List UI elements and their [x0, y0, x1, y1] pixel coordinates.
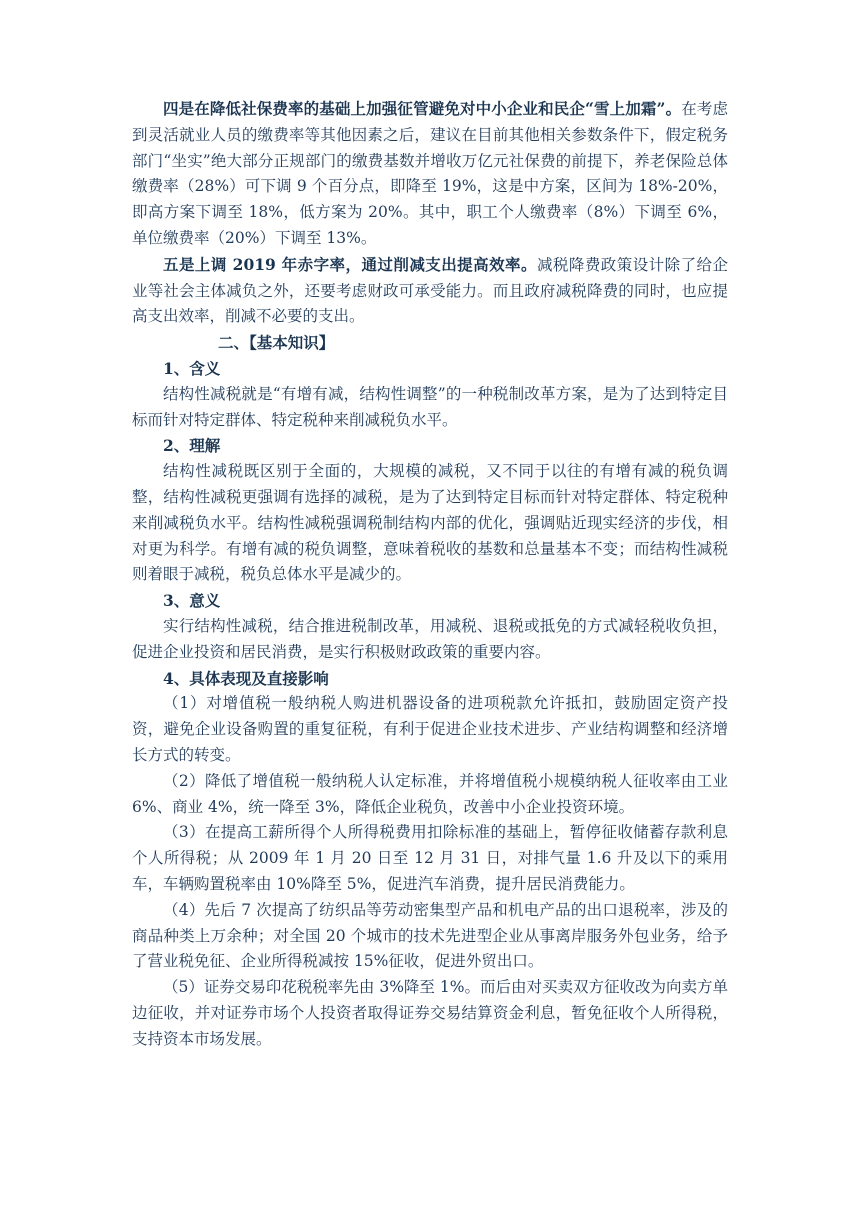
list-item-effect-2: （2）降低了增值税一般纳税人认定标准，并将增值税小规模纳税人征收率由工业 6%、商业 4%，统一降至 3%，降低企业税负，改善中小企业投资环境。: [132, 771, 728, 816]
subheading-understanding: 2、理解: [163, 436, 221, 456]
list-item-effect-3: （3）在提高工薪所得个人所得税费用扣除标准的基础上，暂停征收储蓄存款利息个人所得税；从 2009 年 1 月 20 日至 12 月 31 日，对排气量 1.6 升及以下的乘用车，车辆购置税率由 10%降至 5%，促进汽车消费，提升居民消费能力。: [132, 823, 728, 893]
list-item-effect-1: （1）对增值税一般纳税人购进机器设备的进项税款允许抵扣，鼓励固定资产投资，避免企业设备购置的重复征税，有利于促进企业技术进步、产业结构调整和经济增长方式的转变。: [132, 694, 728, 764]
point-four-lead: 四是在降低社保费率的基础上加强征管避免对中小企业和民企“雪上加霜”。: [163, 99, 682, 118]
list-item-effect-4: （4）先后 7 次提高了纺织品等劳动密集型产品和机电产品的出口退税率，涉及的商品种类上万余种；对全国 20 个城市的技术先进型企业从事离岸服务外包业务，给予了营业税免征、企业所得税减按 15%征收，促进外贸出口。: [132, 900, 728, 971]
subheading-meaning: 1、含义: [163, 358, 221, 378]
point-five-body: 减税降费政策设计除了给企业等社会主体减负之外，还要考虑财政可承受能力。而且政府减税降费的同时，也应提高支出效率，削减不必要的支出。: [132, 255, 728, 326]
list-item-effect-5: （5）证券交易印花税税率先由 3%降至 1%。而后由对买卖双方征收改为向卖方单边征收，并对证券市场个人投资者取得证券交易结算资金利息，暂免征收个人所得税，支持资本市场发展。: [132, 978, 728, 1048]
section-heading-basic-knowledge: 二、【基本知识】: [218, 333, 335, 353]
document-page: [132, 96, 728, 1052]
paragraph-meaning: 结构性减税就是“有增有减，结构性调整”的一种税制改革方案，是为了达到特定目标而针对特定群体、特定税种来削减税负水平。: [132, 384, 728, 429]
paragraph-understanding: 结构性减税既区别于全面的，大规模的减税，又不同于以往的有增有减的税负调整，结构性减税更强调有选择的减税，是为了达到特定目标而针对特定群体、特定税种来削减税负水平。结构性减税强调税制结构内部的优化，强调贴近现实经济的步伐，相对更为科学。有增有减的税负调整，意味着税收的基数和总量基本不变；而结构性减税则着眼于减税，税负总体水平是减少的。: [132, 462, 728, 584]
subheading-significance: 3、意义: [163, 591, 221, 611]
paragraph-point-four: [132, 96, 728, 252]
subheading-specific-effects: 4、具体表现及直接影响: [163, 668, 329, 688]
paragraph-point-five: [132, 252, 728, 330]
point-five-lead: 五是上调 2019 年赤字率，通过削减支出提高效率。: [163, 254, 537, 274]
paragraph-significance: 实行结构性减税，结合推进税制改革，用减税、退税或抵免的方式减轻税收负担，促进企业投资和居民消费，是实行积极财政政策的重要内容。: [132, 616, 728, 661]
point-four-body: 在考虑到灵活就业人员的缴费率等其他因素之后，建议在目前其他相关参数条件下，假定税务部门“坐实”绝大部分正规部门的缴费基数并增收万亿元社保费的前提下，养老保险总体缴费率（28%）可下调 9 个百分点，即降至 19%，这是中方案，区间为 18%-20%，即高方案下调至 18%，低方案为 20%。其中，职工个人缴费率（8%）下调至 6%，单位缴费率（20%）下调至 13%。: [132, 100, 728, 247]
